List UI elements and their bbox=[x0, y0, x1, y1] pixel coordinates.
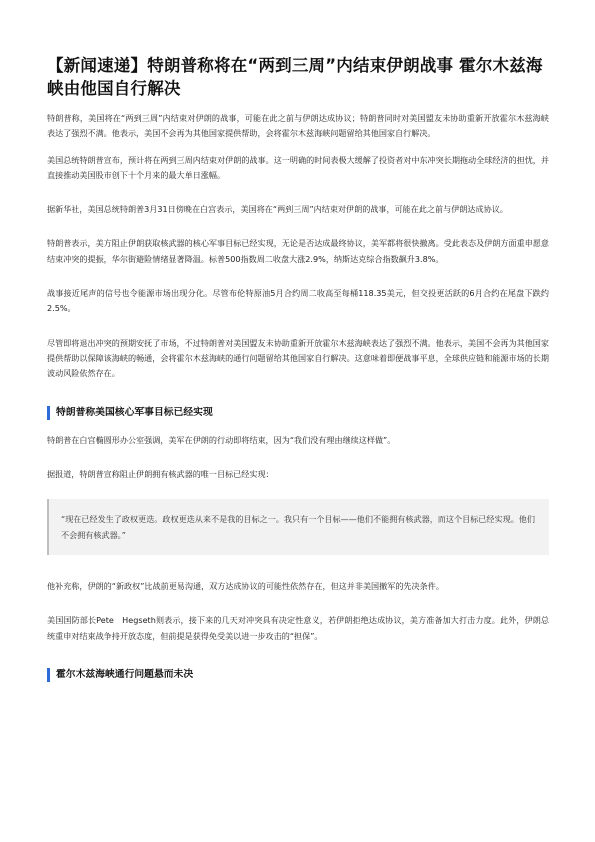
section-title: 霍尔木兹海峡通行问题悬而未决 bbox=[56, 669, 194, 681]
section1-paragraph-2: 据报道，特朗普宣称阻止伊朗拥有核武器的唯一目标已经实现： bbox=[47, 468, 274, 479]
blockquote: “现在已经发生了政权更迭。政权更迭从来不是我的目标之一。我只有一个目标——他们不能拥有核武器，而这个目标已经实现。他们不会拥有核武器。” bbox=[47, 499, 549, 555]
paragraph-2: 据新华社，美国总统特朗普3月31日傍晚在白宫表示，美国将在“两到三周”内结束对伊朗的战事，可能在此之前与伊朗达成协议。 bbox=[47, 204, 508, 215]
section1-paragraph-3: 他补充称，伊朗的“新政权”比战前更易沟通，双方达成协议的可能性依然存在，但这并非美国撤军的先决条件。 bbox=[47, 581, 444, 592]
paragraph-3: 特朗普表示，美方阻止伊朗获取核武器的核心军事目标已经实现，无论是否达成最终协议，美军都将很快撤离。受此表态及伊朗方面重申愿意结束冲突的提振，华尔街避险情绪显著降温。标普500指数周二收盘大涨2.9%，纳斯达克综合指数飙升3.8%。 bbox=[47, 238, 549, 264]
section-heading-1 bbox=[47, 406, 549, 420]
section1-paragraph-4: 美国国防部长Pete Hegseth则表示，接下来的几天对冲突具有决定性意义，若伊朗拒绝达成协议，美方准备加大打击力度。此外，伊朗总统重申对结束战争持开放态度，但前提是获得免受美以进一步攻击的“担保”。 bbox=[47, 615, 549, 641]
article-page bbox=[47, 54, 549, 682]
section1-paragraph-1: 特朗普在白宫椭圆形办公室强调，美军在伊朗的行动即将结束，因为“我们没有理由继续这样做”。 bbox=[47, 434, 396, 445]
paragraph-4: 战事接近尾声的信号也令能源市场出现分化。尽管布伦特原油5月合约周二收高至每桶118.35美元，但交投更活跃的6月合约在尾盘下跌约2.5%。 bbox=[47, 288, 549, 314]
paragraph-1: 美国总统特朗普宣布，预计将在两到三周内结束对伊朗的战事。这一明确的时间表极大缓解了投资者对中东冲突长期拖动全球经济的担忧，并直接推动美国股市创下十个月来的最大单日涨幅。 bbox=[47, 154, 549, 180]
section-accent-bar bbox=[47, 668, 50, 682]
section-title: 特朗普称美国核心军事目标已经实现 bbox=[56, 406, 213, 418]
section-heading-2 bbox=[47, 668, 549, 682]
section-accent-bar bbox=[47, 406, 50, 420]
article-title: 【新闻速递】特朗普称将在“两到三周”内结束伊朗战事 霍尔木兹海峡由他国自行解决 bbox=[47, 56, 543, 98]
paragraph-5: 尽管即将退出冲突的预期安抚了市场，不过特朗普对美国盟友未协助重新开放霍尔木兹海峡表达了强烈不满。他表示，美国不会再为其他国家提供帮助以保障该海峡的畅通，会将霍尔木兹海峡的通行问题留给其他国家自行解决。这意味着即便战事平息，全球供应链和能源市场的长期波动风险依然存在。 bbox=[47, 337, 549, 379]
article-lead: 特朗普称，美国将在“两到三周”内结束对伊朗的战事，可能在此之前与伊朗达成协议；特朗普同时对美国盟友未协助重新开放霍尔木兹海峡表达了强烈不满。他表示，美国不会再为其他国家提供帮助，会将霍尔木兹海峡问题留给其他国家自行解决。 bbox=[47, 113, 549, 139]
